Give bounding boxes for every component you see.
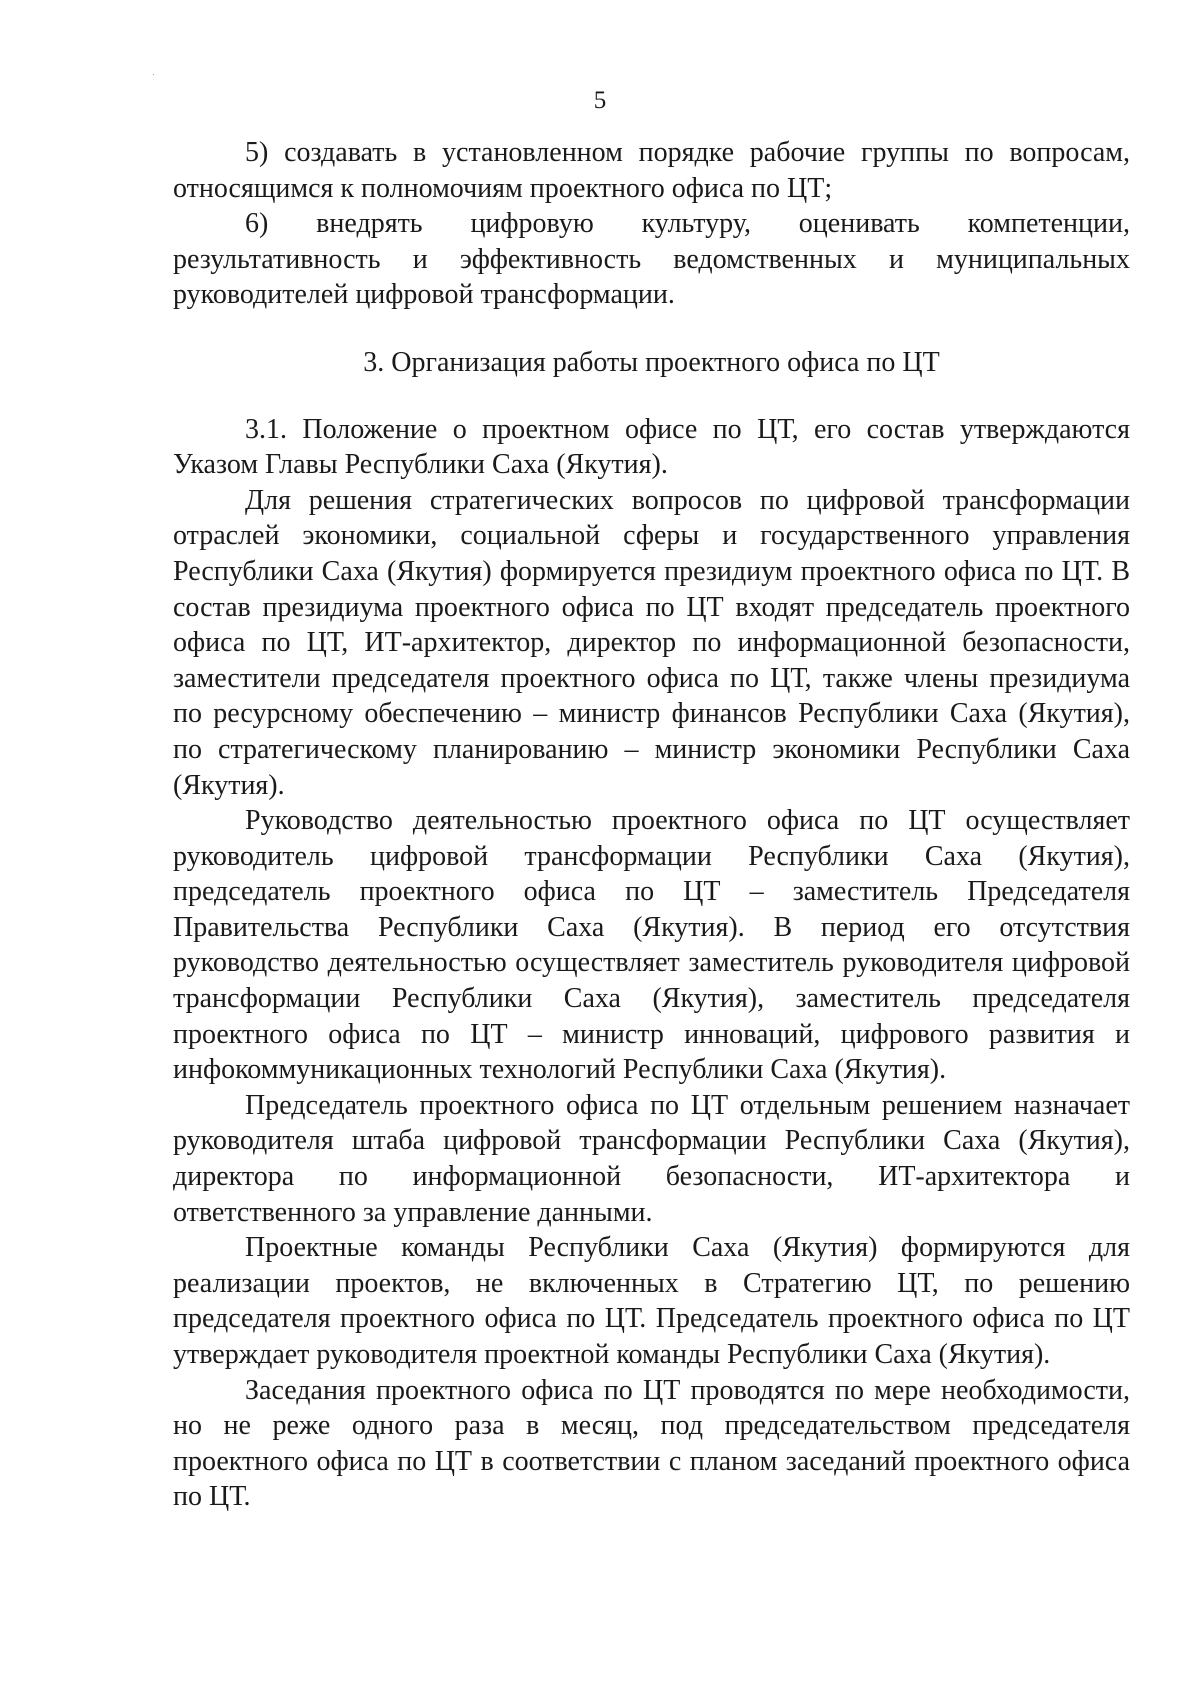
paragraph-item-6: 6) внедрять цифровую культуру, оценивать компетенции, результативность и эффективность ведомственных и муниципальных руководителей цифровой трансформации.	[173, 208, 1130, 311]
page-number: 5	[593, 87, 607, 114]
scan-artifact	[153, 74, 154, 75]
paragraph-meetings: Заседания проектного офиса по ЦТ проводятся по мере необходимости, но не реже одного раза в месяц, под председательством председателя проектного офиса по ЦТ в соответствии с планом заседаний проектного офиса по ЦТ.	[173, 1374, 1130, 1513]
paragraph-3-1: 3.1. Положение о проектном офисе по ЦТ, его состав утверждаются Указом Главы Республики Саха (Якутия).	[173, 413, 1130, 481]
paragraph-leadership: Руководство деятельностью проектного офиса по ЦТ осуществляет руководитель цифровой трансформации Республики Саха (Якутия), председатель проектного офиса по ЦТ – заместитель Председателя Правительства Республики Саха (Якутия). В период его отсутствия руководство деятельностью осуществляет заместитель руководителя цифровой трансформации Республики Саха (Якутия), заместитель председателя проектного офиса по ЦТ – министр инноваций, цифрового развития и инфокоммуникационных технологий Республики Саха (Якутия).	[173, 805, 1130, 1086]
document-body	[173, 135, 1130, 1515]
paragraph-item-5: 5) создавать в установленном порядке рабочие группы по вопросам, относящимся к полномочиям проектного офиса по ЦТ;	[173, 137, 1130, 204]
paragraph-presidium: Для решения стратегических вопросов по цифровой трансформации отраслей экономики, социальной сферы и государственного управления Республики Саха (Якутия) формируется президиум проектного офиса по ЦТ. В состав президиума проектного офиса по ЦТ входят председатель проектного офиса по ЦТ, ИТ-архитектор, директор по информационной безопасности, заместители председателя проектного офиса по ЦТ, также члены президиума по ресурсному обеспечению – министр финансов Республики Саха (Якутия), по стратегическому планированию – министр экономики Республики Саха (Якутия).	[173, 484, 1130, 801]
paragraph-chairman: Председатель проектного офиса по ЦТ отдельным решением назначает руководителя штаба цифровой трансформации Республики Саха (Якутия), директора по информационной безопасности, ИТ-архитектора и ответственного за управление данными.	[173, 1089, 1130, 1228]
section-heading: 3. Организация работы проектного офиса по ЦТ	[363, 346, 940, 378]
paragraph-project-teams: Проектные команды Республики Саха (Якутия) формируются для реализации проектов, не включенных в Стратегию ЦТ, по решению председателя проектного офиса по ЦТ. Председатель проектного офиса по ЦТ утверждает руководителя проектной команды Республики Саха (Якутия).	[173, 1232, 1130, 1370]
